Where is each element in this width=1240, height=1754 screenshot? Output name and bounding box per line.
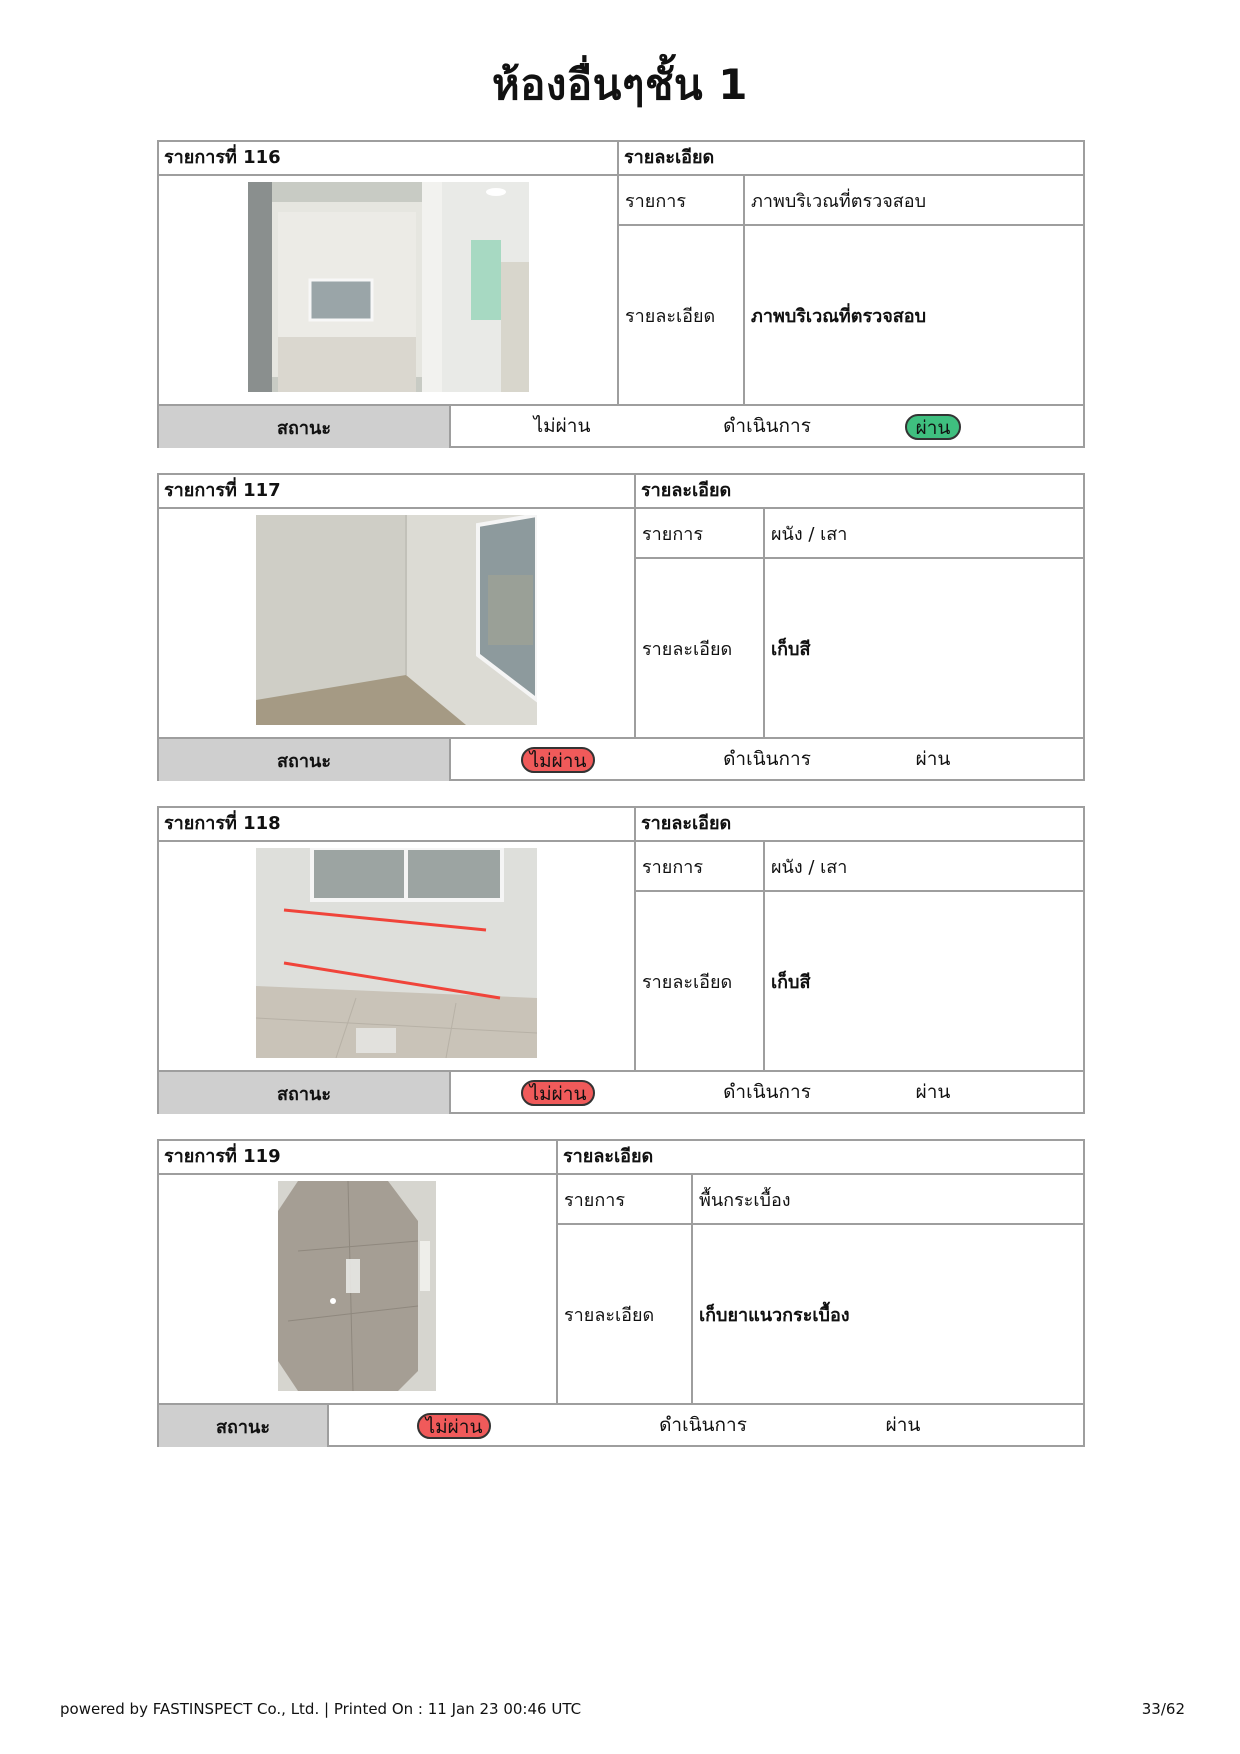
detail-header: รายละเอียด [641, 813, 732, 834]
status-row [159, 739, 1083, 781]
item-value: ผนัง / เสา [771, 523, 848, 545]
card-header: รายการที่ 119 [164, 1146, 281, 1167]
wall-window-photo [256, 848, 537, 1058]
status-label: สถานะ [159, 406, 451, 448]
card-header: รายการที่ 116 [164, 147, 281, 168]
status-pass-option[interactable]: ผ่าน [915, 748, 951, 770]
status-label: สถานะ [159, 1072, 451, 1114]
tile-floor-photo [278, 1181, 436, 1391]
inspection-card-119 [157, 1139, 1085, 1447]
status-fail-option[interactable]: ไม่ผ่าน [521, 1080, 595, 1106]
status-in-progress-option[interactable]: ดำเนินการ [723, 415, 811, 437]
detail-label: รายละเอียด [642, 638, 733, 660]
detail-value: เก็บยาแนวกระเบื้อง [699, 1304, 850, 1326]
room-doorway-photo [248, 182, 529, 392]
detail-label: รายละเอียด [642, 971, 733, 993]
status-pass-option[interactable]: ผ่าน [905, 414, 961, 440]
status-fail-option[interactable]: ไม่ผ่าน [521, 747, 595, 773]
footer-credit: powered by FASTINSPECT Co., Ltd. | Printed On : 11 Jan 23 00:46 UTC [60, 1700, 582, 1718]
status-in-progress-option[interactable]: ดำเนินการ [723, 748, 811, 770]
status-fail-option[interactable]: ไม่ผ่าน [417, 1413, 491, 1439]
detail-label: รายละเอียด [564, 1304, 655, 1326]
detail-label: รายละเอียด [625, 305, 716, 327]
item-value: พื้นกระเบื้อง [699, 1189, 791, 1211]
item-value: ภาพบริเวณที่ตรวจสอบ [751, 190, 926, 212]
inspection-card-118 [157, 806, 1085, 1114]
detail-value: ภาพบริเวณที่ตรวจสอบ [751, 305, 926, 327]
detail-header: รายละเอียด [624, 147, 715, 168]
item-label: รายการ [625, 190, 686, 212]
item-label: รายการ [642, 523, 703, 545]
detail-value: เก็บสี [771, 638, 811, 660]
detail-header: รายละเอียด [641, 480, 732, 501]
card-header: รายการที่ 117 [164, 480, 281, 501]
detail-header: รายละเอียด [563, 1146, 654, 1167]
status-row [159, 1405, 1083, 1447]
detail-value: เก็บสี [771, 971, 811, 993]
status-label: สถานะ [159, 1405, 329, 1447]
status-pass-option[interactable]: ผ่าน [885, 1414, 921, 1436]
item-label: รายการ [564, 1189, 625, 1211]
inspection-card-117 [157, 473, 1085, 781]
status-in-progress-option[interactable]: ดำเนินการ [659, 1414, 747, 1436]
page-title: ห้องอื่นๆชั้น 1 [492, 60, 748, 109]
status-row [159, 406, 1083, 448]
status-fail-option[interactable]: ไม่ผ่าน [533, 415, 591, 437]
status-in-progress-option[interactable]: ดำเนินการ [723, 1081, 811, 1103]
status-row [159, 1072, 1083, 1114]
card-header: รายการที่ 118 [164, 813, 281, 834]
wall-corner-photo [256, 515, 537, 725]
status-pass-option[interactable]: ผ่าน [915, 1081, 951, 1103]
page-number: 33/62 [1141, 1700, 1185, 1718]
item-value: ผนัง / เสา [771, 856, 848, 878]
status-label: สถานะ [159, 739, 451, 781]
inspection-card-116 [157, 140, 1085, 448]
item-label: รายการ [642, 856, 703, 878]
